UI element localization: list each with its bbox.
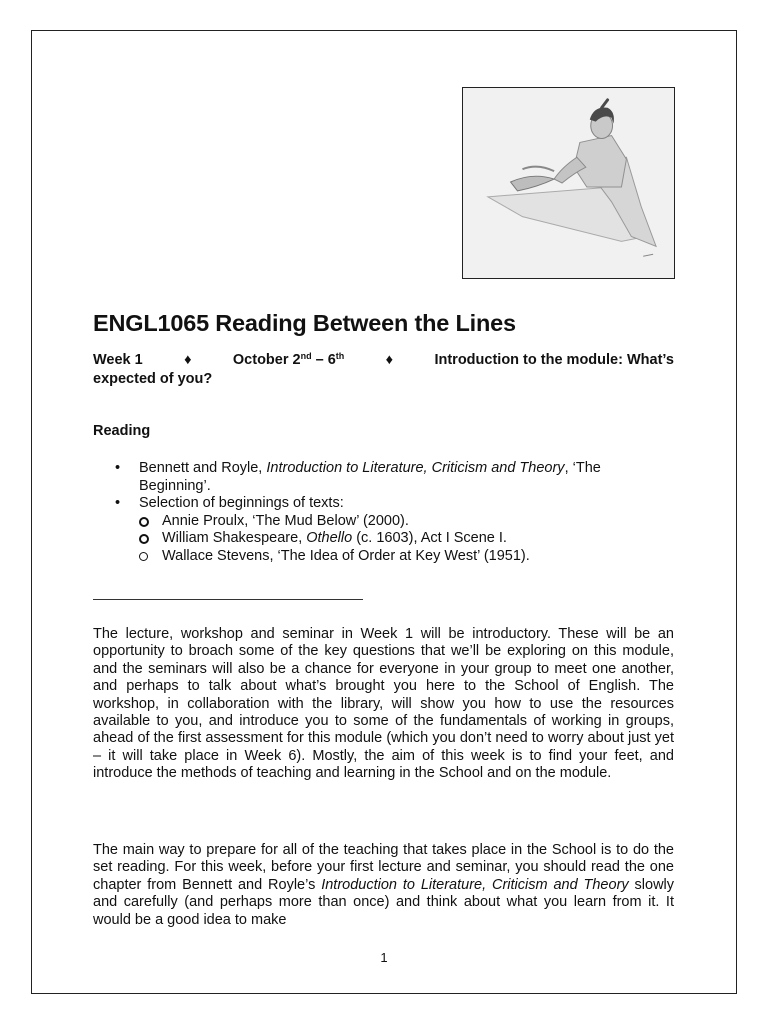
circle-bullet-icon xyxy=(139,534,149,544)
list-item: Annie Proulx, ‘The Mud Below’ (2000). xyxy=(139,513,675,531)
list-item: • Selection of beginnings of texts: Annie Proulx, ‘The Mud Below’ (2000). William Shakespeare, Othello (c. 1603), Act I Scene I. Wallace Stevens, ‘The Idea of Order at Key West’ (1951). xyxy=(115,495,675,565)
reading-woman-sketch-icon xyxy=(463,88,674,278)
intro-paragraph: The lecture, workshop and seminar in Week 1 will be introductory. These will be an opportunity to broach some of the key questions that we’ll be exploring on this module, and the seminars will also be a chance for everyone in your group to meet one another, and perhaps to talk about what’s brought you here to the School of English. The workshop, in collaboration with the library, will show you how to use the resources available to you, and introduce you to some of the fundamentals of working in groups, ahead of the first assessment for this module (which you don’t need to worry about just yet – it will take place in Week 6). Mostly, the aim of this week is to find your feet, and introduce the methods of teaching and learning in the School and on the module. xyxy=(93,626,674,782)
circle-bullet-icon xyxy=(139,517,149,527)
reading-heading: Reading xyxy=(93,423,151,439)
reading-woman-illustration xyxy=(462,87,675,279)
week-heading xyxy=(93,351,674,389)
separator-diamond-icon: ♦ xyxy=(184,352,192,368)
sub-list xyxy=(139,513,675,566)
separator-diamond-icon: ♦ xyxy=(385,352,394,368)
list-item: Wallace Stevens, ‘The Idea of Order at Key West’ (1951). xyxy=(139,548,675,566)
section-divider xyxy=(93,599,363,600)
reading-list xyxy=(115,460,675,565)
bullet-icon: • xyxy=(115,460,121,476)
bullet-icon: • xyxy=(115,495,121,511)
week-topic-continued: expected of you? xyxy=(93,371,213,387)
circle-bullet-icon xyxy=(139,552,148,561)
week-topic: Introduction to the module: What’s xyxy=(434,352,674,368)
page-number: 1 xyxy=(380,950,388,965)
preparation-paragraph: The main way to prepare for all of the teaching that takes place in the School is to do the set reading. For this week, before your first lecture and seminar, you should read the one chapter from Bennett and Royle’s Introduction to Literature, Criticism and Theory slowly and carefully (and perhaps more than once) and think about what you learn from it. It would be a good idea to make xyxy=(93,842,675,928)
week-dates: October 2nd – 6th xyxy=(232,351,345,368)
list-item: • Bennett and Royle, Introduction to Literature, Criticism and Theory, ‘The Beginning’. xyxy=(115,460,601,494)
list-item: William Shakespeare, Othello (c. 1603), Act I Scene I. xyxy=(139,530,675,548)
document-title: ENGL1065 Reading Between the Lines xyxy=(93,310,516,336)
week-label: Week 1 xyxy=(93,352,143,368)
